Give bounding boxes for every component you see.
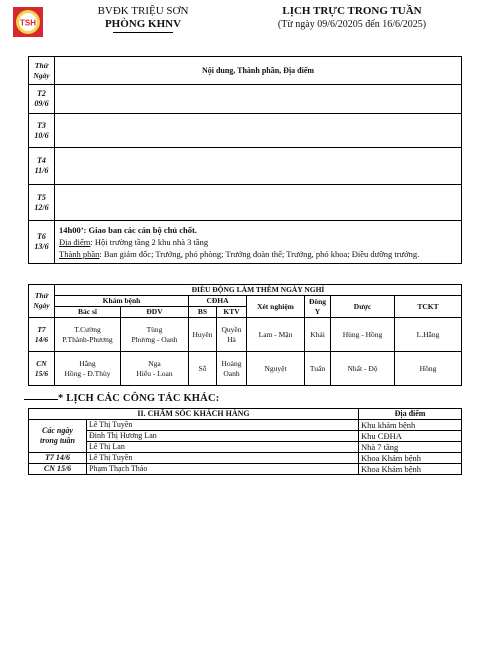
place-cell: Khu CĐHA [359,431,462,442]
day-cell: T3 10/6 [29,114,55,148]
ddv-cell: Nga Hiếu - Loan [121,352,189,386]
bac-si-cell: T.Cường P.Thành-Phương [55,318,121,352]
page-title: LỊCH TRỰC TRONG TUẦN [282,5,422,17]
place-cell: Khu khám bệnh [359,420,462,431]
weekly-schedule-table [28,56,462,264]
organization-name: BVĐK TRIỆU SƠN [97,5,189,17]
tckt-cell: Hồng [395,352,462,386]
duoc-cell: Nhất - Độ [331,352,395,386]
day-cell: T7 14/6 [29,318,55,352]
customer-care-table [28,408,462,475]
table-header-row [29,409,462,420]
tckt-header: TCKT [395,296,462,318]
table-header-row [29,296,462,307]
group-cell: CN 15/6 [29,464,87,475]
table-header-row [29,285,462,296]
content-cell [55,148,462,185]
dong-y-header: Đông Y [305,296,331,318]
ddv-header: ĐDV [121,307,189,318]
place-cell: Khoa Khám bệnh [359,464,462,475]
day-cell: T6 13/6 [29,221,55,264]
name-cell: Lê Thị Tuyền [87,420,359,431]
bs-header: BS [189,307,217,318]
col-day-header: Thứ Ngày [29,285,55,318]
date-range: (Từ ngày 09/6/20205 đến 16/6/2025) [277,19,427,30]
day-cell: T5 12/6 [29,185,55,221]
bs-cell: Huyên [189,318,217,352]
overtime-table [28,284,462,386]
hospital-logo [12,6,44,38]
cdha-header: CĐHA [189,296,247,307]
svg-text:TSH: TSH [20,18,36,28]
duoc-header: Dược [331,296,395,318]
table-row [29,352,462,386]
table-row [29,420,462,431]
customer-care-title: II. CHĂM SÓC KHÁCH HÀNG [29,409,359,420]
table-row [29,85,462,114]
table-row [29,453,462,464]
bac-si-cell: Hằng Hồng - Đ.Thùy [55,352,121,386]
table-row [29,318,462,352]
day-cell: T2 09/6 [29,85,55,114]
ktv-cell: Quyền Hà [217,318,247,352]
table-row [29,442,462,453]
name-cell: Phạm Thạch Thảo [87,464,359,475]
xet-nghiem-cell: Lam - Mận [247,318,305,352]
group-cell: T7 14/6 [29,453,87,464]
name-cell: Lê Thị Tuyền [87,453,359,464]
table-row [29,148,462,185]
name-cell: Lê Thị Lan [87,442,359,453]
kham-benh-header: Khám bệnh [55,296,189,307]
xet-nghiem-header: Xét nghiệm [247,296,305,318]
table-row [29,464,462,475]
place-cell: Nhà 7 tầng [359,442,462,453]
bs-cell: Sỗ [189,352,217,386]
ktv-cell: Hoàng Oanh [217,352,247,386]
other-tasks-title: * LỊCH CÁC CÔNG TÁC KHÁC: [58,393,220,404]
content-cell [55,221,462,264]
ktv-header: KTV [217,307,247,318]
dong-y-cell: Khải [305,318,331,352]
title-dash-line [24,399,58,400]
header-underline [113,32,173,33]
organization-header [48,5,238,33]
table-header-row [29,57,462,85]
table-row [29,185,462,221]
table-row [29,114,462,148]
ddv-cell: Tùng Phương - Oanh [121,318,189,352]
col-day-header: Thứ Ngày [29,57,55,85]
department-name: PHÒNG KHNV [104,18,182,30]
table-row [29,221,462,264]
day-cell: CN 15/6 [29,352,55,386]
table-row [29,431,462,442]
xet-nghiem-cell: Nguyệt [247,352,305,386]
content-cell [55,185,462,221]
content-cell [55,85,462,114]
place-cell: Khoa Khám bệnh [359,453,462,464]
content-cell [55,114,462,148]
meeting-members: Thành phần: Ban giám đốc; Trưởng, phó phòng; Trưởng đoàn thể; Trưởng, phó khoa; Điều dưỡng trưởng. [59,249,420,259]
overtime-title: ĐIỀU ĐỘNG LÀM THÊM NGÀY NGHỈ [55,285,462,296]
tckt-cell: L.Hằng [395,318,462,352]
dong-y-cell: Tuấn [305,352,331,386]
bac-si-header: Bác sĩ [55,307,121,318]
group-cell: Các ngày trong tuần [29,420,87,453]
meeting-place: Địa điểm: Hội trường tầng 2 khu nhà 3 tầng [59,237,209,247]
col-place-header: Địa điểm [359,409,462,420]
duoc-cell: Hùng - Hồng [331,318,395,352]
name-cell: Đinh Thị Hương Lan [87,431,359,442]
meeting-title: 14h00’: Giao ban các cán bộ chủ chốt. [59,225,197,235]
col-content-header: Nội dung, Thành phần, Địa điểm [55,57,462,85]
day-cell: T4 11/6 [29,148,55,185]
